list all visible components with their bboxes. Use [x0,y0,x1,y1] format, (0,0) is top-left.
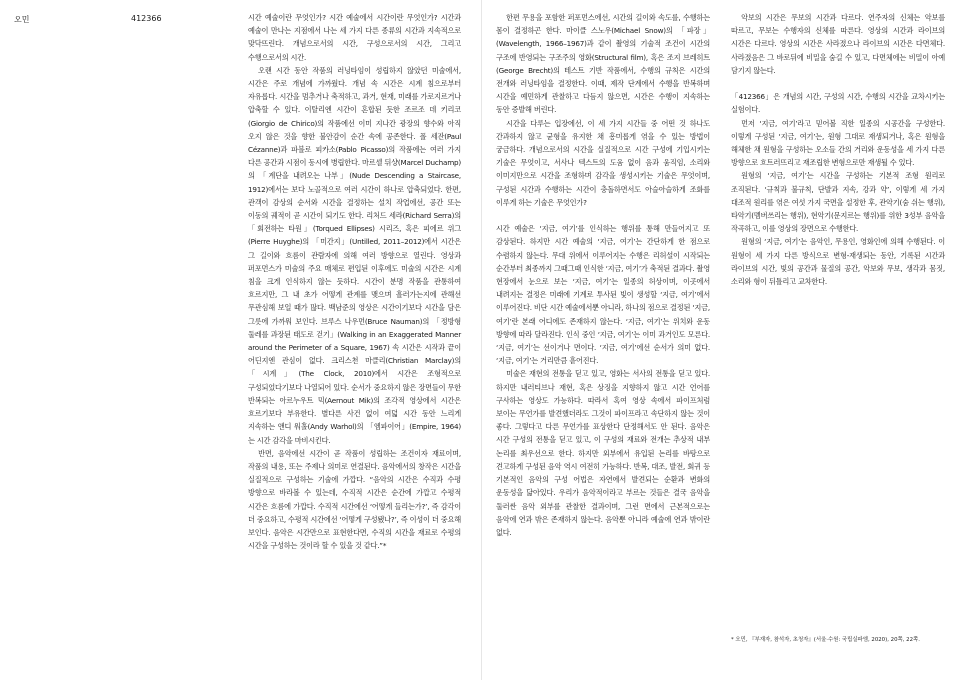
page-divider [481,0,482,680]
paragraph: 한편 무용을 포함한 퍼포먼스에선, 시간의 길이와 속도를, 수행하는 몸이 결정하곤 한다. 마이클 스노우(Michael Snow)의 「파장」(Wavelength, 1966–1967)과 같이 촬영의 기술적 조건이 시간의 구조에 반영되는 구조주의 영화(Structural film), 혹은 조지 브레히트(George Brecht)의 테스트 기반 작품에서, 수행의 규칙은 시간의 전개와 러닝타임을 결정한다. 이때, 제작 단계에서 수행을 반복하며 시간을 예민하게 관찰하고 다듬지 않으면, 시간은 수행이 지속하는 동안 증발해 버린다. [496,13,710,115]
paragraph: 먼저 ‘지금, 여기’라고 믿어볼 직한 일종의 시공간을 구성한다. 이렇게 구성된 ‘지금, 여기’는, 원형 그대로 재생되거나, 혹은 원형을 해체한 채 원형을 구성하는 오소들 간의 거리와 운동성을 세 가지 다른 방향으로 흐트러뜨리고 재조립한 변형으로만 재생될 수 있다. [731,118,945,168]
header-code: 412366 [131,14,162,23]
text-column-3 [731,11,945,288]
paragraph: 악보의 시간은 무보의 시간과 다르다. 연주자의 신체는 악보를 따르고, 무보는 수행자의 신체를 따른다. 영상의 시간과 라이브의 시간은 다르다. 영상의 시간은 사라졌으나 라이브의 시간은 다면체다. 사라졌음은 그 바로뒤에 비밀을 숨길 수 있고, 다면체에는 비밀이 아예 담기지 않는다. [731,13,945,75]
paragraph: 오랜 시간 동안 작품의 러닝타임이 성립하지 않았던 미술에서, 시간은 주로 개념에 가까웠다. 개념 속 시간은 시계 침으로부터 자유롭다. 시간을 멈추거나 축적하고, 과거, 현재, 미래를 가로지르거나 압축할 수 있다. 이탈리엔 시간이 혼합된 듯한 조르조 데 키리코(Giorgio de Chirico)의 작품에선 이미 지나간 광장의 향수와 아직 오지 않은 것을 향한 불안감이 순간 속에 공존한다. 폴 세잔(Paul Cézanne)과 파블로 피카소(Pablo Picasso)의 작품에는 여러 가지 다른 공간과 시점이 동시에 병립한다. 마르셀 뒤샹(Marcel Duchamp)의 「계단을 내려오는 나부」(Nude Descending a Staircase, 1912)에서는 보다 노골적으로 여러 시간이 하나로 압축되었다. 한편, 관객이 감상의 순서와 시간을 결정하는 설치 작업에선, 공간 또는 이동의 궤적이 곧 시간이 되기도 한다. 리처드 세라(Richard Serra)의 「회전하는 타원」(Torqued Ellipses) 시리즈, 혹은 피에르 위그(Pierre Huyghe)의 「미간지」(Untilled, 2011–2012)에서 시간은 그 길이와 흐름이 관람자에 의해 여러 방향으로 열린다. 영상과 퍼포먼스가 미술의 주요 매체로 편입된 이후에도 미술의 시간은 시계 침을 크게 인식하지 않는 듯하다. 시간이 분명 작품을 관통하여 흐르지만, 그 내 초가 어떻게 관계를 맺으며 흘러가는지에 관해선 무관심해 보일 때가 많다. 백남준의 영상은 시간이기보다 시간을 담은 그릇에 가까워 보인다. 브루스 나우먼(Bruce Nauman)의 「정방형 둘레를 과장된 태도로 걷기」(Walking in an Exaggerated Manner around the Perimeter of a Square, 1967) 속 시간은 시작과 끝이 어딘지엔 관심이 없다. 크리스천 마클리(Christian Marclay)의 「시계」(The Clock, 2010)에서 시간은 조형적으로 구성되었다기보다 나열되어 있다. 순서가 중요하지 않은 장면들이 무한 반복되는 아르누우트 믹(Aernout Mik)의 조각적 영상에서 시간은 흐르기보다 부유한다. 별다른 사건 없이 여덟 시간 동안 느리게 지속하는 앤디 워홀(Andy Warhol)의 「엠파이어」(Empire, 1964)는 시간 감각을 마비시킨다. [248,65,461,445]
text-column-1 [248,11,461,552]
paragraph: 시간 예술이란 무엇인가? 시간 예술에서 시간이란 무엇인가? 시간과 예술이 만나는 지점에서 나는 세 가지 다른 종류의 시간과 지속적으로 맞닥뜨린다. 개념으로서의 시간, 구성으로서의 시간, 그리고 수행으로서의 시간. [248,13,461,62]
paragraph: 반면, 음악에선 시간이 곧 작품이 성립하는 조건이자 재료이며, 작품의 내용, 또는 주제나 의미로 연결된다. 음악에서의 창작은 시간을 실질적으로 구성하는 기술에 가깝다. “음악의 시간은 수직과 수평 방향으로 바라볼 수 있는데, 수직적 시간은 순간에 가깝고 수평적 시간은 흐름에 가깝다. 수직적 시간에선 ‘어떻게 들리는가?’, 즉 감각이 더 중요하고, 수평적 시간에선 ‘어떻게 구성됐나?’, 즉 이성이 더 중요해 보인다. 음악은 시간만으로 표현한다면, 수직의 시간을 재료로 수평의 시간을 구성하는 것이라 할 수 있을 것 같다.”* [248,448,461,551]
paragraph: 원형의 ‘지금, 여기’는 음악인, 무용인, 영화인에 의해 수행된다. 이 원형이 세 가지 다른 방식으로 변형-재생되는 동안, 기록된 시간과 라이브의 시간, 빛의 공간과 물질의 공간, 악보와 무보, 생각과 몸짓, 소리와 형이 뒤틀리고 교차한다. [731,237,945,287]
paragraph: 미술은 재현의 전통을 딛고 있고, 영화는 서사의 전통을 딛고 있다. 하지만 내러티브나 재현, 혹은 상징을 지향하지 않고 시간 언어를 구사하는 영상도 가능하다. 따라서 혹여 영상 속에서 파이프처럼 보이는 무언가를 발견했더라도 그것이 파이프라고 속단하지 않는 것이 좋다. 그렇다고 다른 무언가를 표상한다 단정해서도 안 된다. 음악은 시간 구성의 전통을 딛고 있고, 이 구성의 재료와 전개는 추상적 내부 논리를 최우선으로 한다. 하지만 외부에서 유입된 논리를 바탕으로 견고하게 구성된 음악 역시 여전히 가능하다. 반복, 대조, 발전, 회귀 등 기본적인 음악의 구성 어법은 자연에서 발견되는 순환과 변화의 운동성을 닮아있다. 우리가 음악적이라고 부르는 것들은 결국 음악을 둘러싼 음악 외부를 관찰한 결과이며, 그런 면에서 근본적으로는 음악에 연과 밖은 존재하지 않는다. 음악뿐 아니라 예술에 연과 밖이란 없다. [496,369,710,537]
paragraph: 시간을 다루는 입장에선, 이 세 가지 시간들 중 어떤 것 하나도 간과하지 않고 균형을 유지한 채 흥미롭게 엮을 수 있는 방법이 궁금하다. 개념으로서의 시간을 실질적으로 시간 구성에 기입시키는 기술은 무엇이고, 서사나 텍스트의 도움 없이 음과 움직임, 소리와 이미지만으로 시간을 조형하며 감각을 생성시키는 기술은 무엇이며, 구성된 시간과 수행하는 시간이 충돌하면서도 아슬아슬하게 조화를 이루게 하는 기술은 무엇인가? [496,118,710,207]
paragraph: 원형의 ‘지금, 여기’는 시간을 구성하는 기본적 조형 원리로 조직된다. ‘규칙과 불규칙, 단발과 지속, 강과 약’, 이렇게 세 가지 대조적 원리를 엮은 여섯 가지 국면을 설정한 후, 관악기(숨 쉬는 행위), 타악기(멤버쓰리는 행위), 현악기(문지르는 행위)를 위한 3성부 음악을 작곡하고, 이를 영상의 장면으로 수행한다. [731,171,945,234]
text-column-2 [496,11,710,539]
footnote: * 오민, 『부재자, 참석자, 초청자』(서울·수원: 국립실파엠, 2020), 20쪽, 22쪽. [731,637,920,643]
paragraph: 시간 예술은 ‘지금, 여기’를 인식하는 행위를 통해 만들어지고 또 감상된다. 하지만 시간 예술의 ‘지금, 여기’는 간단하게 한 점으로 수렴하지 않는다. 무대 위에서 이루어지는 수행은 리허설이 시작되는 순간부터 최종까지 그때그때 인식한 ‘지금, 여기’가 축적된 결과다. 촬영 현장에서 눈으로 보는 ‘지금, 여기’는 일종의 허상이며, 이곳에서 내려지는 결정은 미래에 기계로 투사된 빛이 생성할 ‘지금, 여기’에서 이루어진다. 비단 시간 예술에서뿐 아니라, 하나의 점으로 결정된 ‘지금, 여기’란 본래 어디에도 존재하지 않는다. ‘지금, 여기’는 위치와 운동 방향에 따라 달라진다. 인식 중인 ‘지금, 여기’는 이미 과거인도 모른다. ‘지금, 여기’는 선이거나 면이다. ‘지금, 여기’에선 순서가 의미 없다. ‘지금, 여기’는 거리만큼 흩어진다. [496,224,710,366]
header-author: 오민 [14,15,30,24]
paragraph: 「412366」은 개념의 시간, 구성의 시간, 수행의 시간을 교차시키는 실험이다. [731,92,945,115]
